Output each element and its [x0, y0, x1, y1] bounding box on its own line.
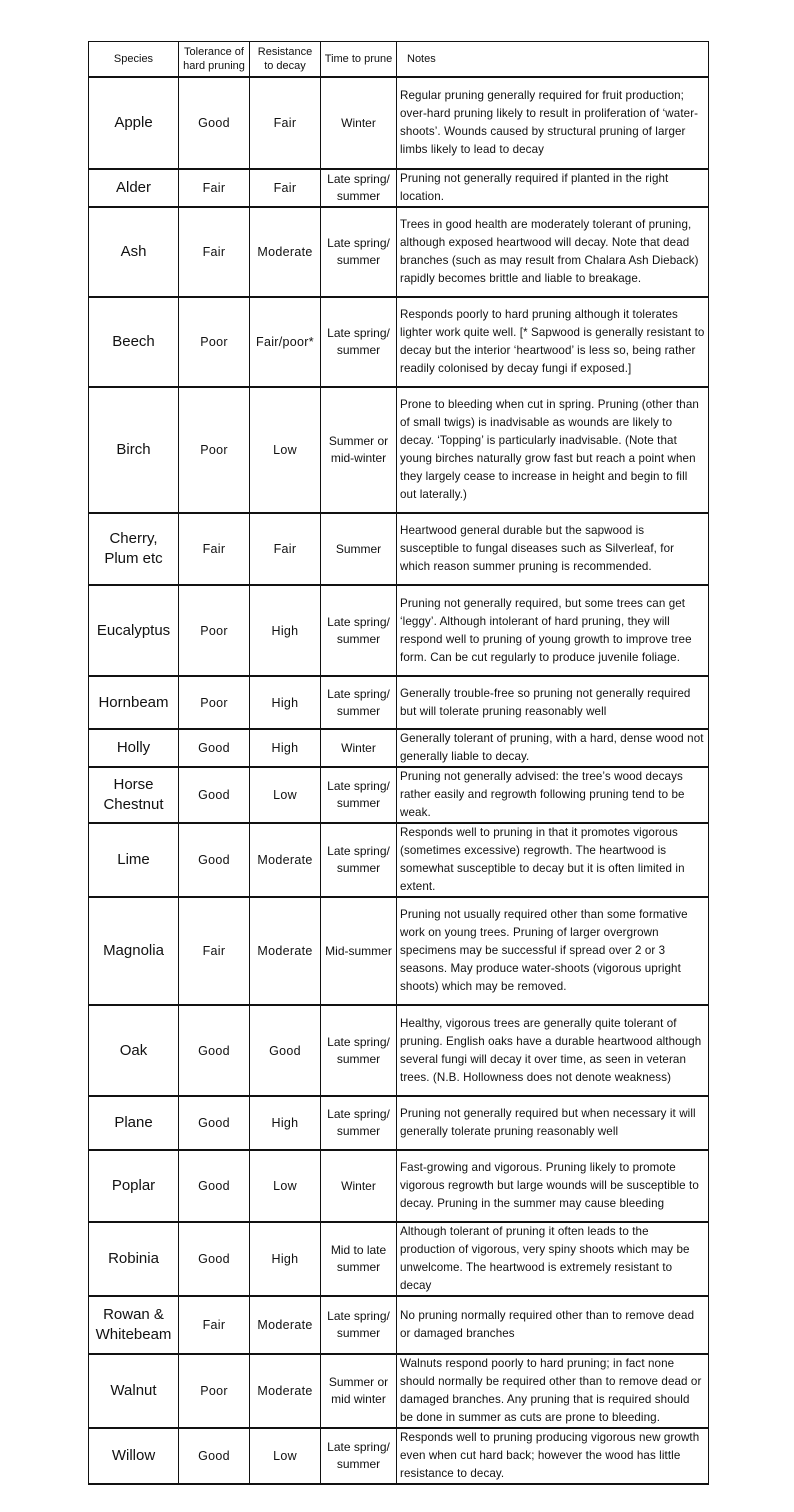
notes-cell: Pruning not generally required, but some trees can get ‘leggy’. Although intolerant of hard pruning, they will respond well to pruning of young growth to improve tree form. Can be cut regularly to produce juvenile foliage.: [397, 585, 709, 676]
notes-cell: Fast-growing and vigorous. Pruning likely to promote vigorous regrowth but large wounds will be susceptible to decay. Pruning in the summer may cause bleeding: [397, 1150, 709, 1222]
time-to-prune-cell: Mid to late summer: [321, 1222, 397, 1296]
resistance-cell: High: [250, 1222, 321, 1296]
table-row: [89, 297, 709, 387]
tolerance-cell: Good: [179, 1222, 250, 1296]
table-row: [89, 1096, 709, 1150]
table-row: [89, 169, 709, 207]
notes-cell: Generally tolerant of pruning, with a hard, dense wood not generally liable to decay.: [397, 729, 709, 767]
species-cell: Holly: [89, 729, 179, 767]
species-cell: Walnut: [89, 1354, 179, 1428]
table-row: [89, 513, 709, 585]
resistance-cell: Low: [250, 767, 321, 823]
species-cell: Oak: [89, 1005, 179, 1096]
time-to-prune-cell: Winter: [321, 1150, 397, 1222]
notes-cell: No pruning normally required other than to remove dead or damaged branches: [397, 1296, 709, 1354]
tolerance-cell: Good: [179, 1428, 250, 1484]
time-to-prune-cell: Late spring/ summer: [321, 585, 397, 676]
species-cell: Hornbeam: [89, 676, 179, 729]
resistance-cell: High: [250, 585, 321, 676]
table-row: [89, 897, 709, 1005]
table-row: [89, 767, 709, 823]
time-to-prune-cell: Late spring/ summer: [321, 1005, 397, 1096]
table-row: [89, 676, 709, 729]
notes-cell: Although tolerant of pruning it often leads to the production of vigorous, very spiny shoots which may be unwelcome. The heartwood is extremely resistant to decay: [397, 1222, 709, 1296]
notes-cell: Heartwood general durable but the sapwood is susceptible to fungal diseases such as Silverleaf, for which reason summer pruning is recommended.: [397, 513, 709, 585]
resistance-cell: Fair: [250, 77, 321, 169]
resistance-cell: Good: [250, 1005, 321, 1096]
tolerance-cell: Good: [179, 767, 250, 823]
time-to-prune-cell: Late spring/ summer: [321, 676, 397, 729]
species-cell: Poplar: [89, 1150, 179, 1222]
time-to-prune-cell: Late spring/ summer: [321, 823, 397, 897]
species-cell: Eucalyptus: [89, 585, 179, 676]
notes-cell: Walnuts respond poorly to hard pruning; in fact none should normally be required other than to remove dead or damaged branches. Any pruning that is required should be done in summer as cuts are prone to bleeding.: [397, 1354, 709, 1428]
table-body: [89, 77, 709, 1484]
table-row: [89, 387, 709, 513]
time-to-prune-cell: Summer: [321, 513, 397, 585]
time-to-prune-cell: Late spring/ summer: [321, 1096, 397, 1150]
tolerance-cell: Poor: [179, 676, 250, 729]
table-row: [89, 1150, 709, 1222]
species-cell: Robinia: [89, 1222, 179, 1296]
notes-cell: Pruning not generally required but when necessary it will generally tolerate pruning reasonably well: [397, 1096, 709, 1150]
header-resistance: Resistance to decay: [250, 42, 321, 78]
tolerance-cell: Fair: [179, 1296, 250, 1354]
species-cell: Beech: [89, 297, 179, 387]
time-to-prune-cell: Summer or mid winter: [321, 1354, 397, 1428]
table-row: [89, 729, 709, 767]
notes-cell: Generally trouble-free so pruning not generally required but will tolerate pruning reasonably well: [397, 676, 709, 729]
resistance-cell: Low: [250, 1150, 321, 1222]
tolerance-cell: Poor: [179, 387, 250, 513]
time-to-prune-cell: Late spring/ summer: [321, 169, 397, 207]
tolerance-cell: Poor: [179, 1354, 250, 1428]
time-to-prune-cell: Mid-summer: [321, 897, 397, 1005]
tolerance-cell: Poor: [179, 585, 250, 676]
table-row: [89, 1354, 709, 1428]
tolerance-cell: Good: [179, 729, 250, 767]
resistance-cell: Moderate: [250, 823, 321, 897]
resistance-cell: High: [250, 729, 321, 767]
tolerance-cell: Fair: [179, 897, 250, 1005]
header-species: Species: [89, 42, 179, 78]
table-row: [89, 77, 709, 169]
table-row: [89, 1005, 709, 1096]
time-to-prune-cell: Late spring/ summer: [321, 1296, 397, 1354]
table-row: [89, 1222, 709, 1296]
tolerance-cell: Poor: [179, 297, 250, 387]
table-row: [89, 585, 709, 676]
notes-cell: Trees in good health are moderately tolerant of pruning, although exposed heartwood will decay. Note that dead branches (such as may result from Chalara Ash Dieback) rapidly becomes brittle and liable to breakage.: [397, 207, 709, 297]
notes-cell: Healthy, vigorous trees are generally quite tolerant of pruning. English oaks have a durable heartwood although several fungi will decay it over time, as seen in veteran trees. (N.B. Hollowness does not denote weakness): [397, 1005, 709, 1096]
header-time: Time to prune: [321, 42, 397, 78]
table-row: [89, 823, 709, 897]
notes-cell: Pruning not generally advised: the tree’s wood decays rather easily and regrowth following pruning tend to be weak.: [397, 767, 709, 823]
notes-cell: Pruning not usually required other than some formative work on young trees. Pruning of larger overgrown specimens may be successful if spread over 2 or 3 seasons. May produce water-shoots (vigorous upright shoots) which may be removed.: [397, 897, 709, 1005]
header-tolerance: Tolerance of hard pruning: [179, 42, 250, 78]
table-row: [89, 1428, 709, 1484]
table-row: [89, 207, 709, 297]
header-notes: Notes: [397, 42, 709, 78]
resistance-cell: Moderate: [250, 207, 321, 297]
tolerance-cell: Good: [179, 1150, 250, 1222]
species-cell: Apple: [89, 77, 179, 169]
table-row: [89, 1296, 709, 1354]
time-to-prune-cell: Winter: [321, 77, 397, 169]
tolerance-cell: Good: [179, 1096, 250, 1150]
species-cell: Alder: [89, 169, 179, 207]
time-to-prune-cell: Winter: [321, 729, 397, 767]
species-cell: Lime: [89, 823, 179, 897]
tolerance-cell: Good: [179, 77, 250, 169]
pruning-table: [88, 41, 709, 1485]
time-to-prune-cell: Late spring/ summer: [321, 767, 397, 823]
species-cell: Magnolia: [89, 897, 179, 1005]
resistance-cell: Moderate: [250, 1296, 321, 1354]
time-to-prune-cell: Late spring/ summer: [321, 207, 397, 297]
time-to-prune-cell: Late spring/ summer: [321, 297, 397, 387]
species-cell: Birch: [89, 387, 179, 513]
tolerance-cell: Good: [179, 1005, 250, 1096]
species-cell: Ash: [89, 207, 179, 297]
time-to-prune-cell: Summer or mid-winter: [321, 387, 397, 513]
species-cell: Plane: [89, 1096, 179, 1150]
notes-cell: Prone to bleeding when cut in spring. Pruning (other than of small twigs) is inadvisable as wounds are likely to decay. ‘Topping’ is particularly inadvisable. (Note that young birches naturally grow fast but reach a point when they largely cease to increase in height and begin to fill out laterally.): [397, 387, 709, 513]
resistance-cell: Moderate: [250, 1354, 321, 1428]
tolerance-cell: Good: [179, 823, 250, 897]
species-cell: Cherry, Plum etc: [89, 513, 179, 585]
tolerance-cell: Fair: [179, 513, 250, 585]
table-header: [89, 42, 709, 78]
resistance-cell: High: [250, 1096, 321, 1150]
resistance-cell: Fair/poor*: [250, 297, 321, 387]
notes-cell: Responds well to pruning producing vigorous new growth even when cut hard back; however the wood has little resistance to decay.: [397, 1428, 709, 1484]
species-cell: Horse Chestnut: [89, 767, 179, 823]
resistance-cell: Low: [250, 1428, 321, 1484]
resistance-cell: Fair: [250, 513, 321, 585]
tolerance-cell: Fair: [179, 169, 250, 207]
notes-cell: Responds well to pruning in that it promotes vigorous (sometimes excessive) regrowth. The heartwood is somewhat susceptible to decay but it is often limited in extent.: [397, 823, 709, 897]
time-to-prune-cell: Late spring/ summer: [321, 1428, 397, 1484]
resistance-cell: Fair: [250, 169, 321, 207]
notes-cell: Regular pruning generally required for fruit production; over-hard pruning likely to result in proliferation of ‘water-shoots’. Wounds caused by structural pruning of larger limbs likely to lead to decay: [397, 77, 709, 169]
species-cell: Willow: [89, 1428, 179, 1484]
resistance-cell: High: [250, 676, 321, 729]
notes-cell: Responds poorly to hard pruning although it tolerates lighter work quite well. [* Sapwood is generally resistant to decay but the interior ‘heartwood’ is less so, being rather readily colonised by decay fungi if exposed.]: [397, 297, 709, 387]
tolerance-cell: Fair: [179, 207, 250, 297]
resistance-cell: Low: [250, 387, 321, 513]
notes-cell: Pruning not generally required if planted in the right location.: [397, 169, 709, 207]
resistance-cell: Moderate: [250, 897, 321, 1005]
species-cell: Rowan & Whitebeam: [89, 1296, 179, 1354]
